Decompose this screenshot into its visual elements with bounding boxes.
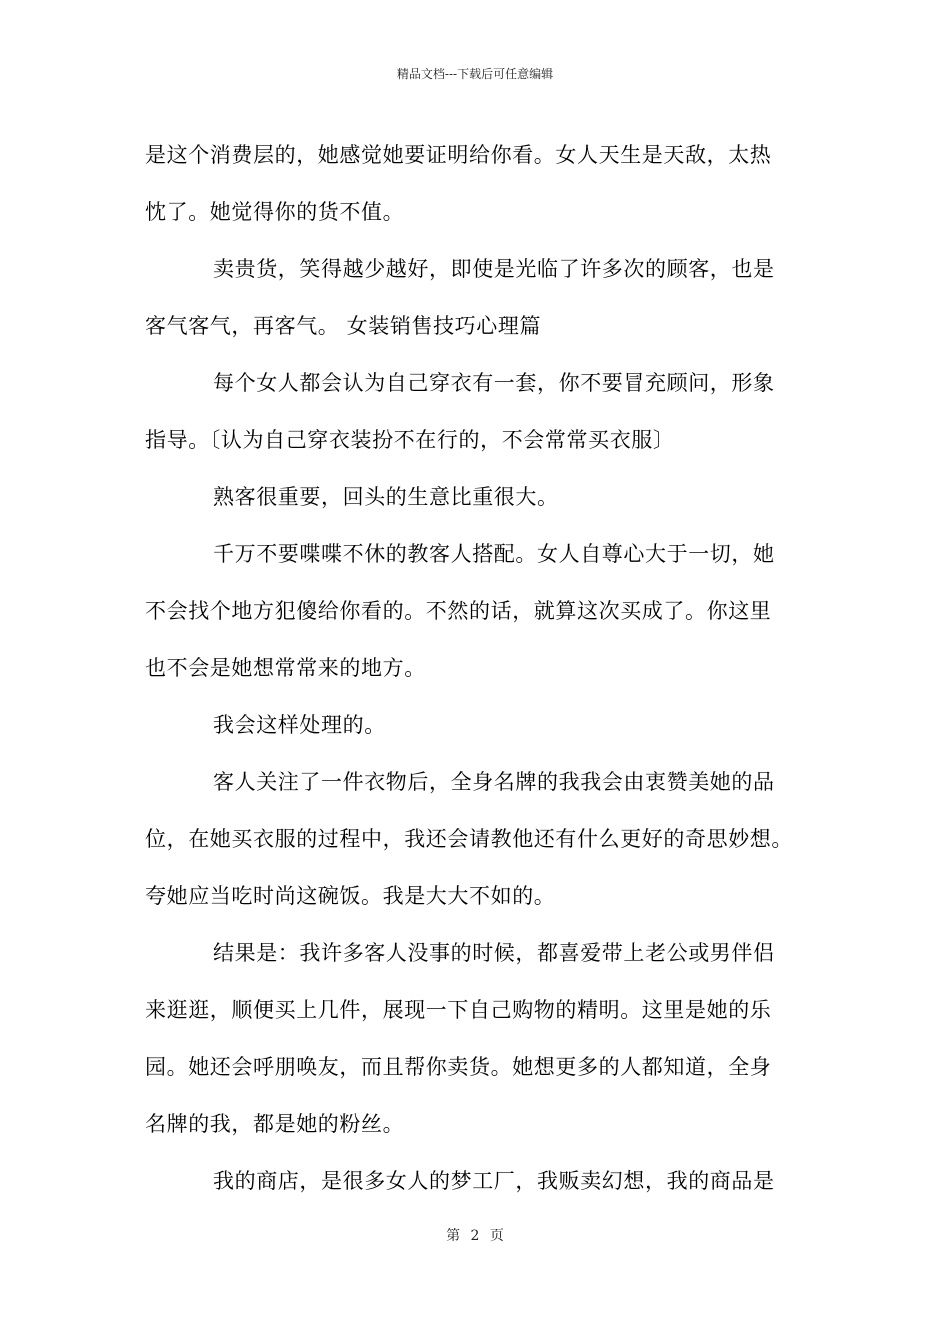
text-line: 来逛逛，顺便买上几件，展现一下自己购物的精明。这里是她的乐 <box>145 998 772 1022</box>
text-line: 我的商店，是很多女人的梦工厂，我贩卖幻想，我的商品是 <box>213 1169 775 1193</box>
text-line: 位，在她买衣服的过程中，我还会请教他还有什么更好的奇思妙想。 <box>145 827 793 851</box>
page-footer <box>0 1227 950 1245</box>
text-line: 夸她应当吃时尚这碗饭。我是大大不如的。 <box>145 884 556 908</box>
text-line: 指导。〔认为自己穿衣装扮不在行的，不会常常买衣服〕 <box>145 428 675 452</box>
text-line: 是这个消费层的，她感觉她要证明给你看。女人天生是天敌，太热 <box>145 143 772 167</box>
page-number: 2 <box>470 1228 480 1244</box>
text-line: 名牌的我，都是她的粉丝。 <box>145 1112 405 1136</box>
text-line: 园。她还会呼朋唤友，而且帮你卖货。她想更多的人都知道，全身 <box>145 1055 772 1079</box>
document-body <box>145 127 813 1210</box>
text-line: 每个女人都会认为自己穿衣有一套，你不要冒充顾问，形象 <box>213 371 775 395</box>
text-line: 忱了。她觉得你的货不值。 <box>145 200 405 224</box>
text-line: 熟客很重要，回头的生意比重很大。 <box>213 485 559 509</box>
page-header: 精品文档---下载后可任意编辑 <box>396 67 554 81</box>
text-line: 我会这样处理的。 <box>213 713 386 737</box>
text-line: 也不会是她想常常来的地方。 <box>145 656 426 680</box>
page-suffix: 页 <box>489 1228 504 1244</box>
text-line: 千万不要喋喋不休的教客人搭配。女人自尊心大于一切，她 <box>213 542 775 566</box>
text-line: 客气客气，再客气。 女装销售技巧心理篇 <box>145 314 542 338</box>
page-prefix: 第 <box>446 1228 461 1244</box>
text-line: 卖贵货，笑得越少越好，即使是光临了许多次的顾客，也是 <box>213 257 775 281</box>
text-line: 结果是：我许多客人没事的时候，都喜爱带上老公或男伴侣 <box>213 941 775 965</box>
text-line: 客人关注了一件衣物后，全身名牌的我我会由衷赞美她的品 <box>213 770 775 794</box>
text-line: 不会找个地方犯傻给你看的。不然的话，就算这次买成了。你这里 <box>145 599 772 623</box>
